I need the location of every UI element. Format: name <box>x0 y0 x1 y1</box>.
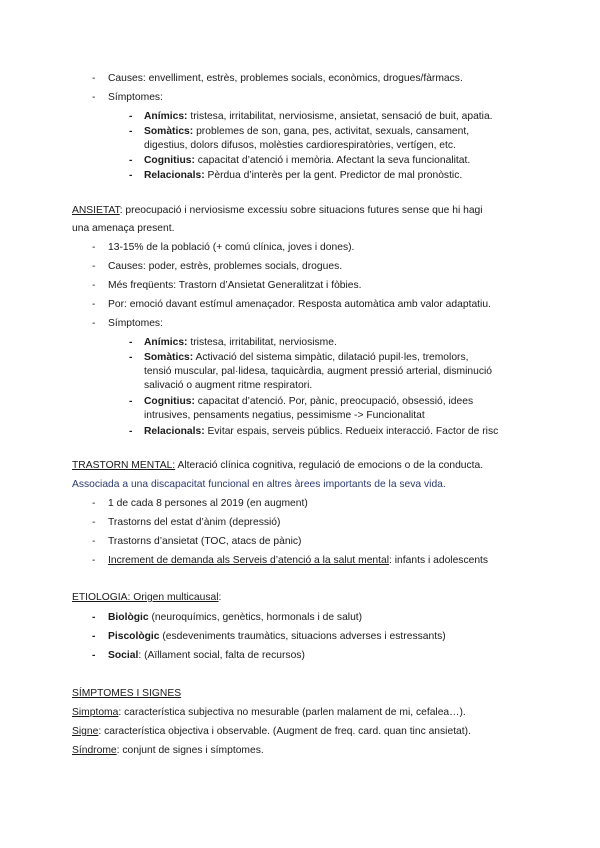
list-item-social: Social: (Aïllament social, falta de recursos) <box>108 650 305 661</box>
list-item-psicologic: Piscològic (esdeveniments traumàtics, situacions adverses i estressants) <box>108 631 446 642</box>
bullet-dash: - <box>129 111 133 122</box>
bullet-dash: - <box>92 631 96 642</box>
definition-simptoma: Simptoma: característica subjectiva no mesurable (parlen malament de mi, cefalea…). <box>72 707 466 718</box>
sub-item-cognitius: Cognitius: capacitat d’atenció i memòria. Afectant la seva funcionalitat. <box>144 155 471 166</box>
list-item: Por: emoció davant estímul amenaçador. Resposta automàtica amb valor adaptatiu. <box>108 299 491 310</box>
bullet-dash: - <box>92 555 96 566</box>
sub-item-somatics-cont: salivació o augment ritme respiratori. <box>144 380 313 391</box>
trastorn-definition-cont: Associada a una discapacitat funcional en altres àrees importants de la seva vida. <box>72 479 446 490</box>
bullet-dash: - <box>92 650 96 661</box>
section-heading-trastorn: TRASTORN MENTAL: <box>72 460 176 471</box>
list-item-simptomes: Símptomes: <box>108 92 163 103</box>
ansietat-definition-cont: una amenaça present. <box>72 223 175 234</box>
bullet-dash: - <box>92 498 96 509</box>
section-heading-simptomes-signes: SÍMPTOMES I SIGNES <box>72 688 182 699</box>
section-heading-etiologia: ETIOLOGIA: Origen multicausal <box>72 592 219 603</box>
bullet-dash: - <box>92 318 96 329</box>
section-heading-ansietat: ANSIETAT <box>72 205 120 216</box>
bullet-dash: - <box>92 92 96 103</box>
bullet-dash: - <box>92 612 96 623</box>
sub-item-somatics-cont: tensió muscular, pal·lidesa, taquicàrdia, augment pressió arterial, disminució <box>144 366 492 377</box>
list-item-biologic: Biològic (neuroquímics, genètics, hormonals i de salut) <box>108 612 363 623</box>
bullet-dash: - <box>129 426 133 437</box>
list-item: Trastorns del estat d’ànim (depressió) <box>108 517 281 528</box>
bullet-dash: - <box>92 73 96 84</box>
bullet-dash: - <box>129 170 133 181</box>
list-item: Trastorns d’ansietat (TOC, atacs de pànic) <box>108 536 302 547</box>
sub-item-animics: Anímics: tristesa, irritabilitat, nerviosisme. <box>144 337 337 348</box>
sub-item-somatics-cont: digestius, dolors difusos, molèsties cardiorespiratòries, vertígen, etc. <box>144 140 456 151</box>
definition-sindrome: Síndrome: conjunt de signes i símptomes. <box>72 745 264 756</box>
bullet-dash: - <box>92 261 96 272</box>
bullet-dash: - <box>129 126 133 137</box>
bullet-dash: - <box>129 352 133 363</box>
list-item: Causes: poder, estrès, problemes socials, drogues. <box>108 261 343 272</box>
bullet-dash: - <box>129 337 133 348</box>
list-item: Més freqüents: Trastorn d’Ansietat Generalitzat i fòbies. <box>108 280 362 291</box>
trastorn-definition: TRASTORN MENTAL: Alteració clínica cognitiva, regulació de emocions o de la conducta. <box>72 460 484 471</box>
list-item: 13-15% de la població (+ comú clínica, joves i dones). <box>108 242 355 253</box>
sub-item-relacionals: Relacionals: Evitar espais, serveis públics. Redueix interacció. Factor de risc <box>144 426 499 437</box>
list-item: Increment de demanda als Serveis d’atenció a la salut mental: infants i adolescents <box>108 555 489 566</box>
sub-item-animics: Anímics: tristesa, irritabilitat, nerviosisme, ansietat, sensació de buit, apatia. <box>144 111 493 122</box>
etiologia-heading: ETIOLOGIA: Origen multicausal: <box>72 592 222 603</box>
sub-item-cognitius: Cognitius: capacitat d’atenció. Por, pànic, preocupació, obsessió, idees <box>144 396 474 407</box>
list-item-causes: Causes: envelliment, estrès, problemes socials, econòmics, drogues/fàrmacs. <box>108 73 463 84</box>
bullet-dash: - <box>129 155 133 166</box>
bullet-dash: - <box>92 299 96 310</box>
sub-item-cognitius-cont: intrusives, pensaments negatius, pessimisme -> Funcionalitat <box>144 410 425 421</box>
ansietat-definition: ANSIETAT: preocupació i nerviosisme excessiu sobre situacions futures sense que hi hagi <box>72 205 483 216</box>
bullet-dash: - <box>92 536 96 547</box>
sub-item-somatics: Somàtics: Activació del sistema simpàtic, dilatació pupil·les, tremolors, <box>144 352 469 363</box>
sub-item-somatics: Somàtics: problemes de son, gana, pes, activitat, sexuals, cansament, <box>144 126 470 137</box>
definition-signe: Signe: característica objectiva i observable. (Augment de freq. card. quan tinc ansietat). <box>72 726 471 737</box>
list-item: 1 de cada 8 persones al 2019 (en augment) <box>108 498 308 509</box>
bullet-dash: - <box>129 396 133 407</box>
sub-item-relacionals: Relacionals: Pèrdua d’interès per la gent. Predictor de mal pronòstic. <box>144 170 463 181</box>
list-item-simptomes: Símptomes: <box>108 318 163 329</box>
bullet-dash: - <box>92 280 96 291</box>
bullet-dash: - <box>92 517 96 528</box>
bullet-dash: - <box>92 242 96 253</box>
